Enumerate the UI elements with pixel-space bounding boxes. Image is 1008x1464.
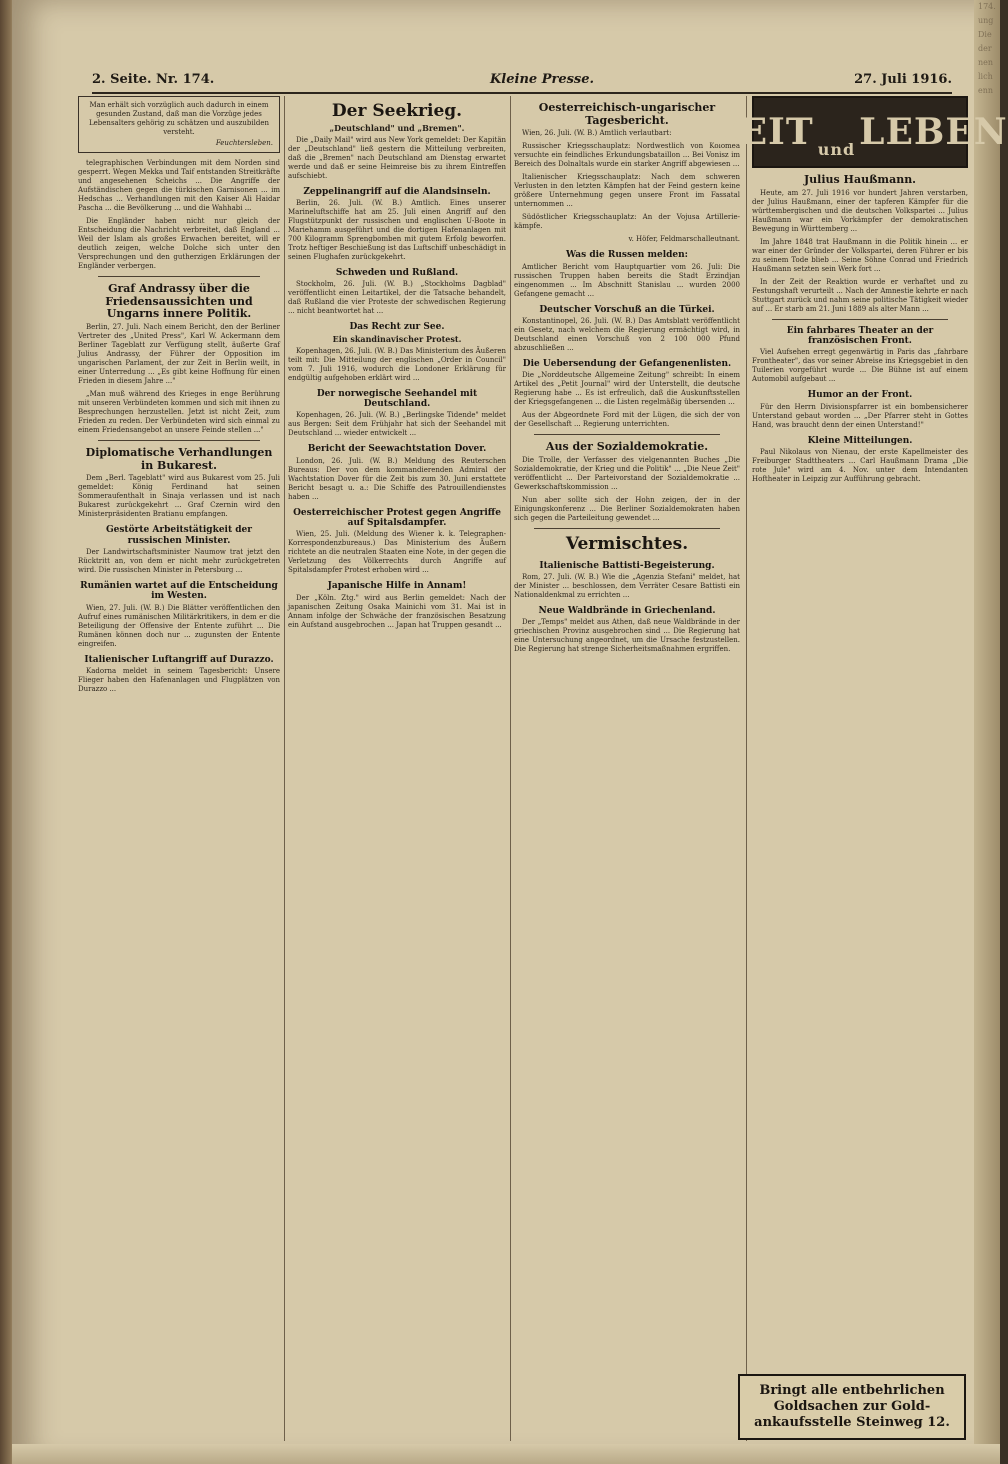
headline-arbeit: Gestörte Arbeitstätigkeit der russischen Minister. [105, 525, 253, 546]
headline-seehandel: Der norwegische Seehandel mit Deutschland. [316, 388, 478, 409]
headline-sozialdemokratie: Aus der Sozialdemokratie. [545, 440, 709, 454]
article-text: Konstantinopel, 26. Juli. (W. B.) Das Amtsblatt veröffentlicht ein Gesetz, nach welchem die Regierung ermächtigt wird, in Deutschland einen Vorschuß von 2 100 000 Pfund abzuschließen ... [514, 316, 740, 352]
column-rule [746, 96, 747, 1441]
article-text: Paul Nikolaus von Nienau, der erste Kapellmeister des Freiburger Stadttheaters ... Carl Haußmann Drama „Die rote Jule" wird am 4. Nov. unter dem Intendanten Hoftheater in Leipzig zur Aufführung gebracht. [752, 448, 968, 484]
edge-fragment: enn [978, 86, 994, 95]
article-text: Wien, 26. Juli. (W. B.) Amtlich verlautbart: [522, 129, 672, 138]
ad-line: Goldsachen zur Gold- [773, 1399, 931, 1414]
article-text: Südöstlicher Kriegsschauplatz: An der Vojusa Artillerie-kämpfe. [514, 213, 740, 231]
article-text: telegraphischen Verbindungen mit dem Norden sind gesperrt. Wegen Mekka und Taif entstanden Streitkräfte und angesehenen Scheichs ... Die Angriffe der Aufständischen gegen die türkischen Garnisonen ... im Hedschas ... Verhandlungen mit den Kaiser Ali Haidar Pascha ... die Bevölkerung ... und die Wahhabi ... [78, 159, 280, 212]
masthead-word-zeit: ZEIT [712, 110, 814, 153]
headline-zeppelin: Zeppelinangriff auf die Alandsinseln. [303, 186, 491, 197]
article-text: „Man muß während des Krieges in enge Berührung mit unseren Verbündeten kommen und sich mit ihnen zu Besprechungen herzustellen. Jetzt ist nicht Zeit, zum Frieden zu reden. Der Verbündeten wird sich einmal zu einem Friedensangebot an unsere Feinde stellen ..." [78, 389, 280, 434]
subheadline-recht: Ein skandinavischer Protest. [332, 333, 462, 344]
article-text: Kopenhagen, 26. Juli. (W. B.) „Berlingske Tidende" meldet aus Bergen: Seit dem Frühjahr hat sich der Seehandel mit Deutschland ... wieder entwickelt ... [288, 411, 506, 438]
article-text: Dem „Berl. Tageblatt" wird aus Bukarest vom 25. Juli gemeldet: König Ferdinand hat seinen Sommeraufenthalt in Sinaja verlassen und ist nach Bukarest zurückgekehrt ... Graf Czernin wird den Ministerpräsidenten Bratianu empfangen. [78, 474, 280, 519]
column-3 [514, 96, 740, 1441]
article-text: Italienischer Kriegsschauplatz: Nach dem schweren Verlusten in den letzten Kämpfen hat der Feind gestern keine größere Unternehmung gegen unsere Front im Fassatal unternommen ... [514, 173, 740, 209]
divider [534, 528, 720, 529]
article-text: London, 26. Juli. (W. B.) Meldung des Reuterschen Bureaus: Der von dem kommandierenden Admiral der Wachtstation Dover für die Zeit bis zum 30. Juni erstattete Bericht besagt u. a.: Die Schiffe des Patrouillendienstes haben ... [288, 456, 506, 501]
article-text: Die Engländer haben nicht nur gleich der Entscheidung die Nachricht verbreitet, daß England ... Weil der Islam als großes Erwachen bereitet, will er deutlich zeigen, welche Dolche sich unter den Versprechungen und den gutherzigen Erklärungen der Engländer verbergen. [78, 217, 280, 270]
divider [772, 319, 948, 320]
divider [98, 276, 260, 277]
article-text: Für den Herrn Divisionspfarrer ist ein bombensicherer Unterstand gebaut worden ... „Der Pfarrer steht in Gottes Hand, was braucht denn der einen Unterstand!" [752, 402, 968, 429]
quote-text: Man erhält sich vorzüglich auch dadurch in einem gesunden Zustand, daß man die Vorzüge jedes Lebensalters gehörig zu schätzen und auszubilden versteht. [89, 101, 269, 136]
issue-date: 27. Juli 1916. [854, 72, 952, 87]
article-text: Heute, am 27. Juli 1916 vor hundert Jahren verstarben, der Julius Haußmann, einer der tapferen Kämpfer für die württembergischen und die deutschen Volkspartei ... Julius Haußmann war ein Vorkämpfer der demokratischen Bewegung in Württemberg ... [752, 188, 968, 233]
page-bottom-edge [12, 1444, 1000, 1464]
zeit-und-leben-masthead [712, 96, 1008, 168]
article-text: Nun aber sollte sich der Hohn zeigen, der in der Einigungskonferenz ... Die Berliner Sozialdemokraten haben sich gegen die Parteileitung gewendet ... [514, 495, 740, 522]
divider [534, 434, 720, 435]
article-text: Berlin, 27. Juli. Nach einem Bericht, den der Berliner Vertreter des „United Press", Karl W. Ackermann dem Berliner Tageblatt zur Verfügung stellt, äußerte Graf Julius Andrassy, der Führer der Opposition im ungarischen Parlament, der zur Zeit in Berlin weilt, in einer Unterredung ... „Es gibt keine Hoffnung für einen Frieden in diesem Jahre ..." [78, 322, 280, 385]
masthead-word-und: und [817, 140, 856, 159]
headline-humor: Humor an der Front. [807, 390, 913, 401]
headline-waldbraende: Neue Waldbrände in Griechenland. [538, 605, 716, 616]
article-text: Die „Daily Mail" wird aus New York gemeldet: Der Kapitän der „Deutschland" ließ gestern die Mitteilung verbreiten, daß die „Bremen" nach Deutschland am Dienstag erwartet werde und daß er seine Heimreise bis zu ihrem Eintreffen aufschiebt. [288, 135, 506, 180]
article-text: Amtlicher Bericht vom Hauptquartier vom 26. Juli: Die russischen Truppen haben bereits die Stadt Erzindjan eingenommen ... Im Abschnitt Stanislau ... wurden 2000 Gefangene gemacht ... [514, 262, 740, 298]
article-signature: v. Höfer, Feldmarschalleutnant. [628, 235, 740, 244]
headline-vorschuss: Deutscher Vorschuß an die Türkei. [539, 304, 715, 315]
headline-durazzo: Italienischer Luftangriff auf Durazzo. [84, 654, 274, 665]
article-text: Die „Norddeutsche Allgemeine Zeitung" schreibt: In einem Artikel des „Petit Journal" wird der Unterstellt, die deutsche Regierung habe ... Es ist erfreulich, daß die Auskunftsstellen der Kriegsgefangenen ... die Listen regelmäßig übersenden ... [514, 371, 740, 407]
headline-gefangene: Die Uebersendung der Gefangenenlisten. [522, 358, 732, 369]
headline-tagesbericht: Oesterreichisch-ungarischer Tagesbericht. [538, 101, 716, 127]
column-rule [284, 96, 285, 1441]
article-text: Der Landwirtschaftsminister Naumow trat jetzt den Rücktritt an, von dem er nicht mehr zurückgetreten wird. Die russischen Minister in Petersburg ... [78, 547, 280, 574]
article-text: Die Trolle, der Verfasser des vielgenannten Buches „Die Sozialdemokratie, der Krieg und die Politik" ... „Die Neue Zeit" veröffentlicht ... Der Parteivorstand der Sozialdemokratie ... Gewerkschaftskommission ... [514, 455, 740, 491]
ad-line: Bringt alle entbehrlichen [759, 1383, 945, 1398]
article-text: Kopenhagen, 26. Juli. (W. B.) Das Ministerium des Äußeren teilt mit: Die Mitteilung der englischen „Order in Council" vom 7. Juli 1916, wodurch die Londoner Erklärung für endgültig aufgehoben erklärt wird ... [288, 346, 506, 382]
edge-fragment: der [978, 44, 992, 53]
headline-diplomatic: Diplomatische Verhandlungen in Bukarest. [85, 445, 273, 472]
headline-recht: Das Recht zur See. [349, 322, 445, 333]
edge-fragment: ung [978, 16, 994, 25]
headline-vermischtes: Vermischtes. [565, 533, 689, 554]
column-4 [712, 96, 1008, 1441]
article-text: Wien, 25. Juli. (Meldung des Wiener k. k. Telegraphen-Korrespondenzbureaus.) Das Ministerium des Äußern richtete an die neutralen Staaten eine Note, in der gegen die Verletzung des Völkerrechts durch Angriffe auf Spitalsdampfer Protest erhoben wird ... [288, 530, 506, 575]
ad-line: ankaufsstelle Steinweg 12. [754, 1415, 950, 1430]
article-text: Viel Aufsehen erregt gegenwärtig in Paris das „fahrbare Frontheater", das vor seiner Abreise ins Kriegsgebiet in den Tuilerien vorgeführt wurde ... Die Bühne ist auf einem Automobil aufgebaut ... [752, 348, 968, 384]
subheadline-deutschland: „Deutschland" und „Bremen". [329, 122, 465, 133]
article-text: Der „Köln. Ztg." wird aus Berlin gemeldet: Nach der japanischen Zeitung Osaka Mainichi vom 31. Mai ist in Annam infolge der Schwäche der französischen Besatzung ein Aufstand ausgebrochen ... Japan hat Truppen gesandt ... [288, 593, 506, 629]
masthead-word-leben: LEBEN [859, 110, 1008, 153]
article-text: Rom, 27. Juli. (W. B.) Wie die „Agenzia Stefani" meldet, hat der Minister ... beschlossen, dem Verräter Cesare Battisti ein Nationaldenkmal zu errichten ... [514, 572, 740, 599]
adjacent-page-edge [974, 0, 1000, 1464]
headline-dover: Bericht der Seewachtstation Dover. [307, 444, 487, 455]
article-text: Wien, 27. Juli. (W. B.) Die Blätter veröffentlichen den Aufruf eines rumänischen Militärkritikers, in dem er die Beteiligung der Offensive der Entente zuführt ... Die Rumänen können doch nur ... zugunsten der Entente eingreifen. [78, 603, 280, 648]
headline-schweden: Schweden und Rußland. [335, 267, 459, 278]
article-text: Russischer Kriegsschauplatz: Nordwestlich von Kolomea versuchte ein feindliches Erkundungsbataillon ... Bei Vonisz im Bereich des Dolnaltals wurde ein starker Angriff abgewiesen ... [514, 142, 740, 169]
headline-seekrieg: Der Seekrieg. [331, 101, 463, 121]
edge-fragment: nen [978, 58, 994, 67]
article-text: Der „Temps" meldet aus Athen, daß neue Waldbrände in der griechischen Provinz ausgebrochen sind ... Die Regierung hat eine Untersuchung angeordnet, um die Ursache festzustellen. Die Regierung hat strenge Sicherheitsmaßnahmen ergriffen. [514, 618, 740, 654]
article-text: Stockholm, 26. Juli. (W. B.) „Stockholms Dagblad" veröffentlicht einen Leitartikel, der die Tatsache behandelt, daß Rußland die vier Proteste der schwedischen Regierung ... nicht beantwortet hat ... [288, 280, 506, 316]
column-1 [78, 96, 280, 1441]
headline-rumaenien: Rumänien wartet auf die Entscheidung im Westen. [80, 580, 278, 602]
headline-battisti: Italienische Battisti-Begeisterung. [539, 560, 715, 571]
gold-advertisement [738, 1374, 966, 1440]
column-rule [510, 96, 511, 1441]
headline-haussmann: Julius Haußmann. [803, 173, 917, 186]
article-text: Kadorna meldet in seinem Tagesbericht: Unsere Flieger haben den Hafenanlagen und Flugplätzen von Durazzo ... [78, 666, 280, 693]
article-text: Berlin, 26. Juli. (W. B.) Amtlich. Eines unserer Marineluftschiffe hat am 25. Juli einen Angriff auf den Flugstützpunkt der russischen und englischen U-Boote in Mariehamm ausgeführt und die dortigen Hafenanlagen mit 700 Kilogramm Sprengbomben mit gutem Erfolg beworfen. Trotz heftiger Beschießung ist das Luftschiff unbeschädigt in seinen Flughafen zurückgekehrt. [288, 198, 506, 261]
quote-signature: Feuchtersleben. [215, 139, 273, 147]
page-number: 2. Seite. Nr. 174. [92, 72, 215, 87]
column-2 [288, 96, 506, 1441]
headline-andrassy: Graf Andrassy über die Friedensaussichten und Ungarns innere Politik. [105, 282, 253, 321]
edge-fragment: Die [978, 30, 992, 39]
edge-fragment: lich [978, 72, 993, 81]
edge-fragment: 174. [978, 2, 996, 11]
page-header [92, 72, 952, 94]
divider [98, 440, 260, 441]
headline-russen: Was die Russen melden: [565, 250, 689, 261]
newspaper-name: Kleine Presse. [490, 72, 595, 87]
headline-theater: Ein fahrbares Theater an der französischen Front. [786, 325, 934, 346]
article-text: In der Zeit der Reaktion wurde er verhaftet und zu Festungshaft verurteilt ... Nach der Amnestie kehrte er nach Stuttgart zurück und nahm seine politische Tätigkeit wieder auf ... Er starb am 21. Juni 1889 als alter Mann ... [752, 277, 968, 313]
headline-protest: Oesterreichischer Protest gegen Angriffe auf Spitalsdampfer. [293, 507, 501, 528]
article-text: Aus der Abgeordnete Ford mit der Lügen, die sich der von der Gesellschaft ... Regierung unterrichten. [514, 411, 740, 429]
article-text: Im Jahre 1848 trat Haußmann in die Politik hinein ... er war einer der Gründer der Volkspartei, deren Führer er bis zu seinem Tode blieb ... Seine Söhne Conrad und Friedrich Haußmann setzten sein Werk fort ... [752, 237, 968, 273]
quote-box [78, 96, 280, 153]
headline-mitteilungen: Kleine Mitteilungen. [807, 435, 913, 446]
headline-japan: Japanische Hilfe in Annam! [327, 581, 467, 592]
